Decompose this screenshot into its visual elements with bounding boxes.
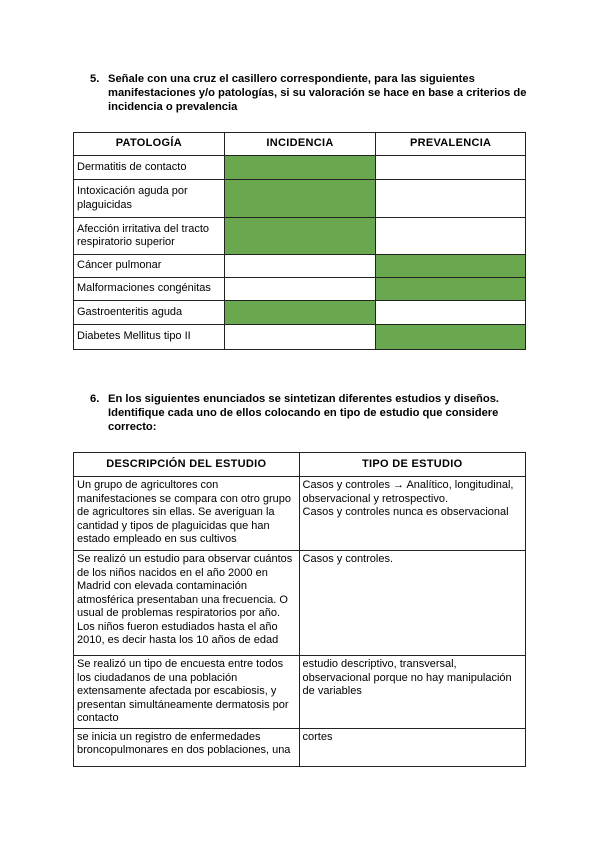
table-row bbox=[74, 255, 526, 278]
table-row bbox=[74, 656, 526, 729]
question-number: 6. bbox=[90, 393, 100, 405]
header-patologia: PATOLOGÍA bbox=[74, 133, 225, 156]
question-text: En los siguientes enunciados se sintetizan diferentes estudios y diseños. Identifique cada uno de ellos colocando en tipo de estudio que considere correcto: bbox=[108, 393, 500, 433]
study-type-cell[interactable] bbox=[299, 477, 525, 551]
table-row bbox=[74, 477, 526, 551]
question-number: 5. bbox=[90, 73, 100, 85]
prevalencia-cell[interactable] bbox=[376, 278, 526, 301]
table-row bbox=[74, 301, 526, 325]
prevalencia-cell[interactable] bbox=[376, 301, 526, 325]
header-descripcion: DESCRIPCIÓN DEL ESTUDIO bbox=[74, 453, 300, 477]
pathology-cell: Intoxicación aguda por plaguicidas bbox=[74, 180, 225, 218]
pathology-cell: Malformaciones congénitas bbox=[74, 278, 225, 301]
incidencia-cell[interactable] bbox=[224, 180, 376, 218]
pathology-table bbox=[73, 132, 526, 350]
table-row bbox=[74, 551, 526, 656]
incidencia-cell[interactable] bbox=[224, 255, 376, 278]
study-type-cell[interactable] bbox=[299, 728, 525, 766]
header-incidencia: INCIDENCIA bbox=[224, 133, 376, 156]
prevalencia-cell[interactable] bbox=[376, 156, 526, 180]
study-type-line: Casos y controles → Analítico, longitudinal, observacional y retrospectivo. bbox=[302, 479, 514, 505]
table-row bbox=[74, 218, 526, 255]
description-cell: Se realizó un estudio para observar cuántos de los niños nacidos en el año 2000 en Madrid con elevada contaminación atmosférica presentaban una frecuencia. O usual de problemas respiratorios por año. Los niños fueron estudiados hasta el año 2010, es decir hasta los 10 años de edad bbox=[74, 551, 300, 656]
prevalencia-cell[interactable] bbox=[376, 325, 526, 350]
description-cell: se inicia un registro de enfermedades broncopulmonares en dos poblaciones, una bbox=[74, 728, 300, 766]
study-type-line: Casos y controles. bbox=[302, 553, 394, 565]
description-cell: Un grupo de agricultores con manifestaciones se compara con otro grupo de agricultores sin ellas. Se averiguan la cantidad y tipos de plaguicidas que han estado empleado en sus cultivos bbox=[74, 477, 300, 551]
header-tipo: TIPO DE ESTUDIO bbox=[299, 453, 525, 477]
prevalencia-cell[interactable] bbox=[376, 180, 526, 218]
incidencia-cell[interactable] bbox=[224, 156, 376, 180]
table-row bbox=[74, 728, 526, 766]
table-row bbox=[74, 156, 526, 180]
prevalencia-cell[interactable] bbox=[376, 218, 526, 255]
pathology-cell: Dermatitis de contacto bbox=[74, 156, 225, 180]
incidencia-cell[interactable] bbox=[224, 278, 376, 301]
study-type-cell[interactable] bbox=[299, 551, 525, 656]
question-text: Señale con una cruz el casillero correspondiente, para las siguientes manifestaciones y/o patologías, si su valoración se hace en base a criterios de incidencia o prevalencia bbox=[108, 73, 527, 113]
study-table bbox=[73, 452, 526, 767]
table-row bbox=[74, 180, 526, 218]
table-row bbox=[74, 325, 526, 350]
incidencia-cell[interactable] bbox=[224, 301, 376, 325]
header-prevalencia: PREVALENCIA bbox=[376, 133, 526, 156]
question-6 bbox=[90, 392, 530, 434]
study-type-line: estudio descriptivo, transversal, observacional porque no hay manipulación de variables bbox=[302, 658, 512, 697]
incidencia-cell[interactable] bbox=[224, 325, 376, 350]
pathology-cell: Diabetes Mellitus tipo II bbox=[74, 325, 225, 350]
prevalencia-cell[interactable] bbox=[376, 255, 526, 278]
study-type-line: Casos y controles nunca es observacional bbox=[302, 506, 509, 518]
pathology-cell: Afección irritativa del tracto respiratorio superior bbox=[74, 218, 225, 255]
pathology-cell: Cáncer pulmonar bbox=[74, 255, 225, 278]
incidencia-cell[interactable] bbox=[224, 218, 376, 255]
study-type-line: cortes bbox=[302, 730, 333, 743]
study-type-cell[interactable] bbox=[299, 656, 525, 729]
table-row bbox=[74, 278, 526, 301]
question-5 bbox=[90, 72, 530, 114]
description-cell: Se realizó un tipo de encuesta entre todos los ciudadanos de una población extensamente afectada por escabiosis, y presentan simultáneamente dermatosis por contacto bbox=[74, 656, 300, 729]
pathology-cell: Gastroenteritis aguda bbox=[74, 301, 225, 325]
